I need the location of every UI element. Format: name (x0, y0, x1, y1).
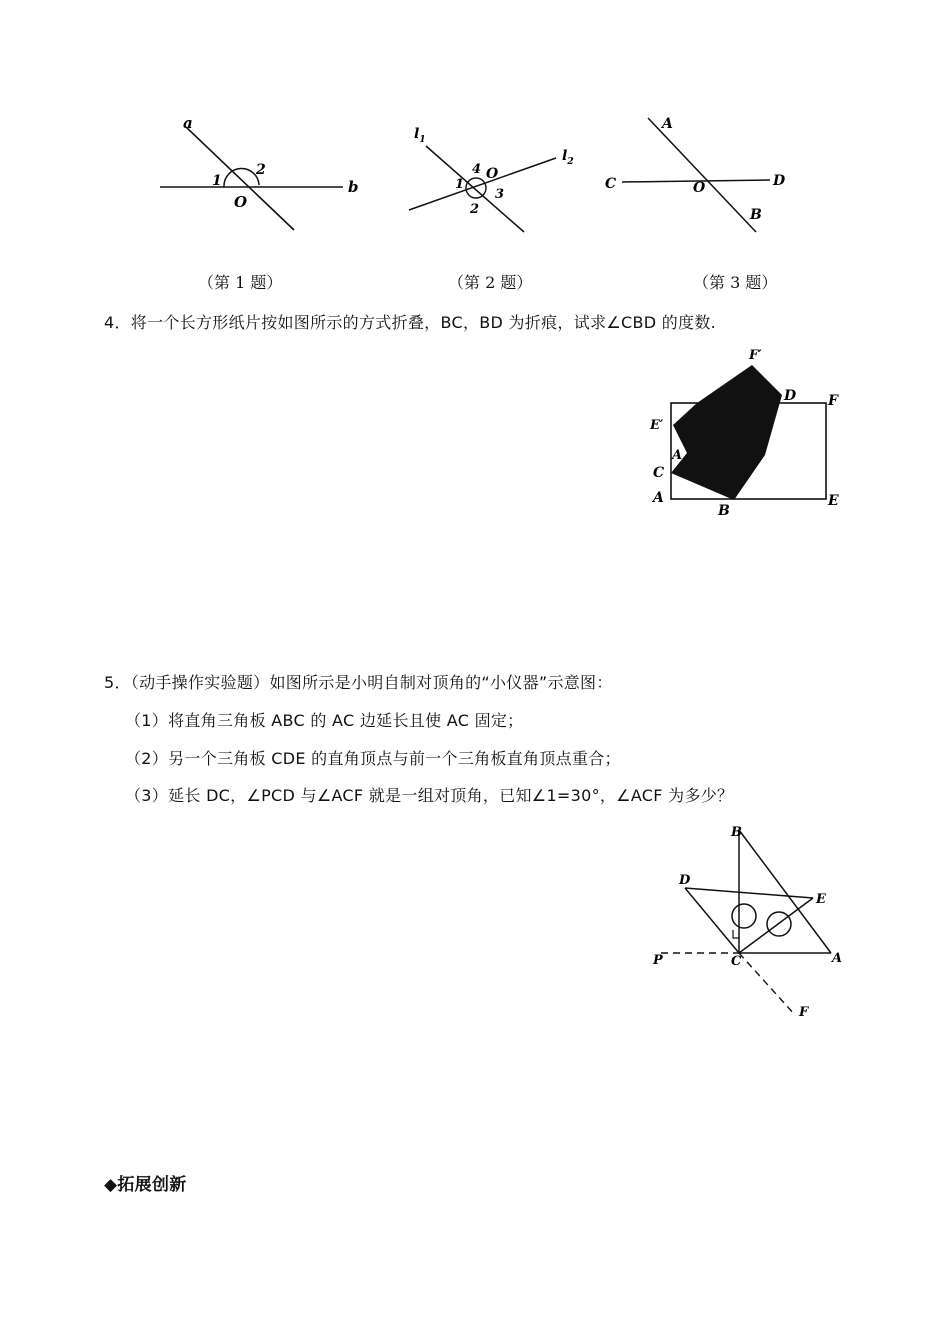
figure-3-caption: （第 3 题） (693, 273, 778, 292)
label-2: 2 (256, 162, 266, 178)
label-C: C (653, 465, 665, 481)
figure-1-caption: （第 1 题） (198, 273, 283, 292)
label-D: D (679, 873, 691, 888)
label-F: F (799, 1005, 809, 1020)
figure-2-caption: （第 2 题） (448, 273, 533, 292)
label-2: 2 (470, 202, 480, 217)
label-C: C (731, 954, 742, 969)
label-b: b (348, 178, 359, 196)
label-B: B (731, 825, 742, 840)
label-l2: $l_2$ (562, 148, 574, 167)
label-B: B (750, 207, 762, 223)
label-4: 4 (472, 162, 482, 177)
label-Eprime: E′ (650, 418, 664, 433)
question-5-step-1: （1）将直角三角板 ABC 的 AC 边延长且使 AC 固定； (125, 711, 524, 730)
label-Fprime: F′ (749, 348, 762, 363)
figure-3-intersecting-lines (600, 108, 800, 238)
label-D: D (784, 388, 797, 404)
figure-5-vertical-angle-instrument (645, 820, 850, 1025)
label-O: O (693, 180, 706, 196)
figure-1-intersecting-lines (150, 110, 380, 240)
label-o: O (486, 166, 499, 182)
figure-2-intersecting-lines (400, 118, 590, 243)
label-P: P (653, 953, 663, 968)
label-C: C (605, 176, 617, 192)
label-A-fold: A (672, 448, 683, 463)
label-A: A (662, 116, 673, 132)
label-F: F (828, 393, 838, 409)
label-l1: $l_1$ (414, 126, 426, 145)
label-A: A (653, 490, 664, 506)
label-E: E (816, 892, 826, 907)
label-E: E (828, 493, 839, 509)
section-heading-extension: ◆拓展创新 (104, 1175, 187, 1195)
question-5-text: 5．（动手操作实验题）如图所示是小明自制对顶角的“小仪器”示意图： (104, 673, 613, 692)
label-D: D (773, 173, 786, 189)
label-a: a (183, 114, 193, 132)
question-5-step-3: （3）延长 DC，∠PCD 与∠ACF 就是一组对顶角，已知∠1=30°，∠ACF 为多少？ (125, 786, 734, 805)
figure-4-folded-rectangle (645, 345, 845, 520)
label-o: O (234, 193, 248, 211)
question-4-text: 4．将一个长方形纸片按如图所示的方式折叠，BC，BD 为折痕，试求∠CBD 的度数. (104, 313, 717, 332)
label-3: 3 (495, 187, 505, 202)
label-1: 1 (212, 173, 222, 189)
question-5-step-2: （2）另一个三角板 CDE 的直角顶点与前一个三角板直角顶点重合； (125, 749, 621, 768)
label-A: A (832, 951, 843, 966)
label-1: 1 (455, 177, 465, 192)
label-B: B (718, 503, 730, 519)
